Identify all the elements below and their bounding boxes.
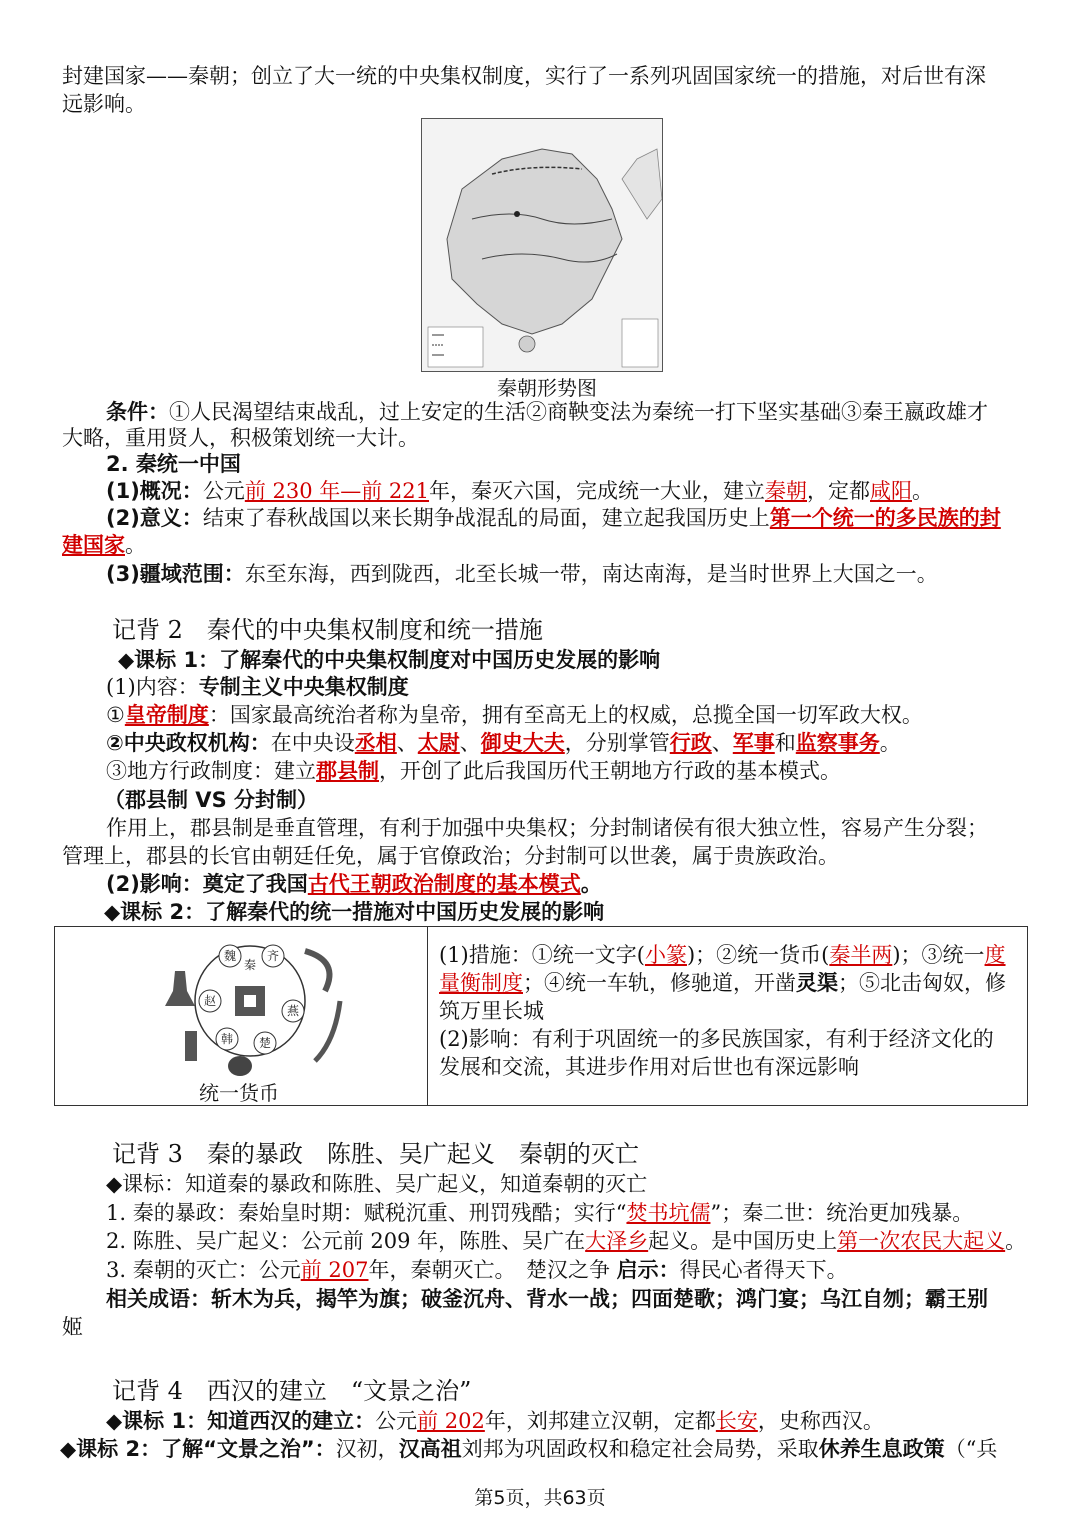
meaning-b: 第一个统一的多民族的封 xyxy=(769,506,1001,530)
l3-a: 3. 秦朝的灭亡：公元 xyxy=(106,1258,301,1282)
sec2-std2: ◆课标 2：了解秦代的统一措施对中国历史发展的影响 xyxy=(104,900,605,924)
item2-b: 在中央设 xyxy=(270,731,355,755)
item3-c: ，开创了此后我国历代王朝地方行政的基本模式。 xyxy=(379,759,841,783)
intro-line-1: 封建国家——秦朝；创立了大一统的中央集权制度，实行了一系列巩固国家统一的措施，对后世有深 xyxy=(62,64,986,88)
impact-c: 。 xyxy=(580,872,602,896)
sec3-l3 xyxy=(106,1256,1040,1284)
coin-caption: 统一货币 xyxy=(199,1081,279,1105)
item1-a: ① xyxy=(106,703,125,727)
m2-a: 量衡制度 xyxy=(439,971,523,995)
content-b: 专制主义中央集权制度 xyxy=(198,675,409,699)
measure-line-2 xyxy=(439,969,1019,997)
m1-b: 小篆 xyxy=(644,943,687,967)
coin-zhao: 赵 xyxy=(203,994,217,1008)
impact-line-1: (2)影响：有利于巩固统一的多民族国家，有利于经济文化的 xyxy=(439,1027,994,1051)
m1-a: (1)措施：①统一文字( xyxy=(439,943,645,967)
std1-f: ，史称西汉。 xyxy=(757,1409,884,1433)
l2-e: 。 xyxy=(1005,1229,1027,1253)
l1-a: 1. 秦的暴政：秦始皇时期：赋税沉重、刑罚残酷；实行“ xyxy=(106,1201,627,1225)
unify-meaning-2 xyxy=(62,531,1040,559)
meaning-label: (2)意义： xyxy=(106,506,203,530)
item2-a: ②中央政权机构： xyxy=(106,731,271,755)
sec2-item3 xyxy=(106,757,1040,785)
meaning-a: 结束了春秋战国以来长期争战混乱的局面，建立起我国历史上 xyxy=(202,506,770,530)
l2-a: 2. 陈胜、吴广起义：公元前 209 年，陈胜、吴广在 xyxy=(106,1229,586,1253)
intro-line-2: 远影响。 xyxy=(62,92,146,116)
coin-qi: 齐 xyxy=(266,949,280,963)
coins-illustration xyxy=(155,931,375,1077)
item1-c: ：国家最高统治者称为皇帝，拥有至高无上的权威，总揽全国一切军政大权。 xyxy=(208,703,923,727)
content-a: (1)内容： xyxy=(106,675,199,699)
sec2-impact xyxy=(106,870,1040,898)
idioms-1: 斩木为兵，揭竿为旗；破釜沉舟、背水一战；四面楚歌；鸿门宴；乌江自刎；霸王别 xyxy=(211,1287,988,1311)
sec4-std2 xyxy=(60,1435,1040,1463)
overview-label: (1)概况： xyxy=(106,479,203,503)
conditions-label: 条件： xyxy=(106,400,169,424)
sec2-item1 xyxy=(106,701,1040,729)
m1-f: 度 xyxy=(984,943,1006,967)
item2-e: 太尉 xyxy=(417,731,460,755)
overview-g: 。 xyxy=(912,479,934,503)
impact-line-2: 发展和交流，其进步作用对后世也有深远影响 xyxy=(439,1055,859,1079)
sec2-title: 记背 2 秦代的中央集权制度和统一措施 xyxy=(112,616,543,644)
measures-text xyxy=(439,941,1019,1081)
item2-h: ，分别掌管 xyxy=(564,731,670,755)
qin-map xyxy=(421,118,663,372)
l2-c: 起义。是中国历史上 xyxy=(648,1229,838,1253)
sec2-item2 xyxy=(106,729,1040,757)
std2-e: 休养生息政策 xyxy=(818,1437,945,1461)
item3-a: ③地方行政制度：建立 xyxy=(106,759,316,783)
item2-n: 。 xyxy=(879,731,901,755)
m2-b: ；④统一车轨，修驰道，开凿 xyxy=(523,971,796,995)
qin-map-icon xyxy=(422,119,662,371)
territory-label: (3)疆域范围： xyxy=(106,562,245,586)
l3-b: 前 207 xyxy=(300,1258,369,1282)
overview-a: 公元 xyxy=(202,479,245,503)
sec3-idioms-2: 姬 xyxy=(62,1315,83,1339)
measures-table xyxy=(54,926,1028,1106)
l3-e: 得民心者得天下。 xyxy=(679,1258,848,1282)
conditions-text-1: ①人民渴望结束战乱，过上安定的生活②商鞅变法为秦统一打下坚实基础③秦王嬴政雄才 xyxy=(169,400,988,424)
item2-l: 和 xyxy=(774,731,796,755)
unify-heading: 2. 秦统一中国 xyxy=(106,452,241,476)
overview-e: ，定都 xyxy=(807,479,871,503)
sec2-compare-2: 管理上，郡县的长官由朝廷任免，属于官僚政治；分封制可以世袭，属于贵族政治。 xyxy=(62,844,839,868)
coin-han: 韩 xyxy=(220,1032,234,1046)
std1-c: 前 202 xyxy=(417,1409,485,1433)
overview-qin: 秦朝 xyxy=(765,479,808,503)
map-caption: 秦朝形势图 xyxy=(497,376,597,400)
impact-a: (2)影响：奠定了我国 xyxy=(106,872,308,896)
sec4-std1 xyxy=(106,1407,1040,1435)
coin-qin: 秦 xyxy=(243,958,257,972)
impact-b: 古代王朝政治制度的基本模式 xyxy=(307,872,581,896)
sec3-l2 xyxy=(106,1227,1040,1255)
l3-d: 启示： xyxy=(616,1258,680,1282)
item2-m: 监察事务 xyxy=(795,731,880,755)
table-divider xyxy=(427,927,428,1105)
idioms-label: 相关成语： xyxy=(106,1287,211,1311)
sec3-l1 xyxy=(106,1199,1040,1227)
std1-e: 长安 xyxy=(715,1409,758,1433)
l1-c: ”；秦二世：统治更加残暴。 xyxy=(710,1201,974,1225)
m2-d: ；⑤北击匈奴，修 xyxy=(838,971,1006,995)
l2-d: 第一次农民大起义 xyxy=(837,1229,1006,1253)
m2-c: 灵渠 xyxy=(796,971,838,995)
sec2-compare-1: 作用上，郡县制是垂直管理，有利于加强中央集权；分封制诸侯有很大独立性，容易产生分裂； xyxy=(106,816,988,840)
measure-line-1 xyxy=(439,941,1019,969)
item2-c: 丞相 xyxy=(354,731,397,755)
l3-c: 年，秦朝灭亡。 楚汉之争 xyxy=(368,1258,610,1282)
sec2-content xyxy=(106,673,1040,701)
overview-dates: 前 230 年—前 221 xyxy=(244,479,430,503)
m1-d: 秦半两 xyxy=(829,943,893,967)
std1-a: ◆课标 1：知道西汉的建立： xyxy=(106,1409,376,1433)
l2-b: 大泽乡 xyxy=(585,1229,649,1253)
std1-b: 公元 xyxy=(375,1409,418,1433)
item2-d: 、 xyxy=(396,731,418,755)
m1-c: )；②统一货币( xyxy=(686,943,830,967)
sec2-std1: ◆课标 1：了解秦代的中央集权制度对中国历史发展的影响 xyxy=(118,648,661,672)
page-footer: 第5页，共63页 xyxy=(474,1487,606,1509)
std2-a: ◆课标 2：了解“文景之治”： xyxy=(60,1437,336,1461)
sec2-compare: （郡县制 VS 分封制） xyxy=(104,788,318,812)
std2-c: 汉高祖 xyxy=(398,1437,462,1461)
sec4-title: 记背 4 西汉的建立 “文景之治” xyxy=(112,1377,472,1405)
unify-overview xyxy=(106,477,1040,505)
coin-yan: 燕 xyxy=(286,1004,300,1018)
conditions-line-2: 大略，重用贤人，积极策划统一大计。 xyxy=(62,426,419,450)
coin-wei: 魏 xyxy=(223,949,237,963)
meaning-c: 建国家 xyxy=(62,533,125,557)
unify-territory xyxy=(106,560,1040,588)
coin-chu: 楚 xyxy=(258,1036,272,1050)
sec3-idioms xyxy=(106,1285,1040,1313)
std1-d: 年，刘邦建立汉朝，定都 xyxy=(484,1409,716,1433)
sec3-std: ◆课标：知道秦的暴政和陈胜、吴广起义，知道秦朝的灭亡 xyxy=(106,1172,648,1196)
std2-d: 刘邦为巩固政权和稳定社会局势，采取 xyxy=(461,1437,819,1461)
item2-f: 、 xyxy=(459,731,481,755)
std2-b: 汉初， xyxy=(335,1437,399,1461)
measure-line-3: 筑万里长城 xyxy=(439,999,544,1023)
overview-xianyang: 咸阳 xyxy=(870,479,913,503)
item2-j: 、 xyxy=(711,731,733,755)
m1-e: )；③统一 xyxy=(892,943,985,967)
meaning-d: 。 xyxy=(125,533,146,557)
territory-text: 东至东海，西到陇西，北至长城一带，南达南海，是当时世界上大国之一。 xyxy=(244,562,938,586)
l1-b: 焚书坑儒 xyxy=(626,1201,711,1225)
conditions-line-1 xyxy=(106,398,1040,426)
item2-i: 行政 xyxy=(669,731,712,755)
overview-c: 年，秦灭六国，完成统一大业，建立 xyxy=(429,479,766,503)
item1-b: 皇帝制度 xyxy=(124,703,209,727)
item2-k: 军事 xyxy=(732,731,775,755)
std2-f: （“兵 xyxy=(944,1437,998,1461)
item2-g: 御史大夫 xyxy=(480,731,565,755)
sec3-title: 记背 3 秦的暴政 陈胜、吴广起义 秦朝的灭亡 xyxy=(112,1140,639,1168)
item3-b: 郡县制 xyxy=(316,759,379,783)
unify-meaning xyxy=(106,504,1040,532)
